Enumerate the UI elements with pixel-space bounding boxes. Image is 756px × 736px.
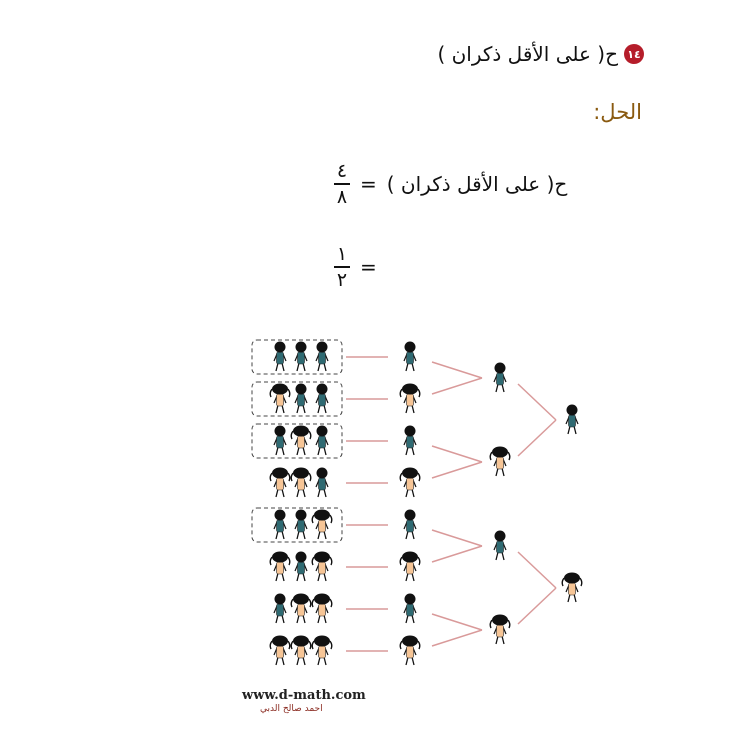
level1-girl-icon — [562, 573, 582, 603]
fraction-denominator: ٢ — [336, 269, 348, 291]
level3-girl-icon — [400, 468, 420, 498]
fraction-numerator: ٤ — [336, 160, 348, 182]
boy-icon — [274, 594, 286, 624]
girl-icon — [312, 594, 332, 624]
level3-boy-icon — [404, 510, 416, 540]
tree-branch — [432, 362, 482, 378]
equation-lhs: ح( على الأقل ذكران ) — [386, 172, 568, 196]
boy-icon — [274, 426, 286, 456]
level3-boy-icon — [404, 342, 416, 372]
girl-icon — [312, 552, 332, 582]
boy-icon — [295, 342, 307, 372]
tree-branch — [432, 446, 482, 462]
level3-girl-icon — [400, 384, 420, 414]
boy-icon — [274, 342, 286, 372]
level2-girl-icon — [490, 447, 510, 477]
level1-boy-icon — [566, 405, 578, 435]
equals-sign: = — [360, 172, 377, 196]
level3-boy-icon — [404, 594, 416, 624]
boy-icon — [295, 510, 307, 540]
boy-icon — [316, 468, 328, 498]
tree-branch — [432, 614, 482, 630]
boy-icon — [295, 552, 307, 582]
watermark-site: www.d-math.com — [242, 688, 366, 703]
girl-icon — [312, 636, 332, 666]
fraction-denominator: ٨ — [336, 186, 348, 208]
watermark-author: احمد صالح الدبي — [260, 704, 323, 714]
girl-icon — [270, 552, 290, 582]
boy-icon — [274, 510, 286, 540]
level3-girl-icon — [400, 636, 420, 666]
boy-icon — [295, 384, 307, 414]
tree-branch — [518, 420, 556, 456]
girl-icon — [270, 468, 290, 498]
tree-branch — [518, 384, 556, 420]
girl-icon — [270, 636, 290, 666]
level2-girl-icon — [490, 615, 510, 645]
tree-branch — [518, 588, 556, 624]
boy-icon — [316, 342, 328, 372]
level3-girl-icon — [400, 552, 420, 582]
girl-icon — [270, 384, 290, 414]
boy-icon — [316, 426, 328, 456]
tree-branch — [432, 378, 482, 394]
girl-icon — [291, 468, 311, 498]
level2-boy-icon — [494, 531, 506, 561]
level3-boy-icon — [404, 426, 416, 456]
tree-branch — [432, 630, 482, 646]
tree-branch — [432, 546, 482, 562]
question-text: ح( على الأقل ذكران ) — [437, 42, 618, 66]
level2-boy-icon — [494, 363, 506, 393]
girl-icon — [291, 426, 311, 456]
girl-icon — [291, 636, 311, 666]
equals-sign: = — [360, 255, 377, 279]
tree-branch — [432, 462, 482, 478]
question-number-badge: ١٤ — [624, 44, 644, 64]
fraction-numerator: ١ — [336, 243, 348, 265]
boy-icon — [316, 384, 328, 414]
tree-branch — [432, 530, 482, 546]
solution-label: الحل: — [593, 100, 642, 124]
girl-icon — [291, 594, 311, 624]
tree-branch — [518, 552, 556, 588]
girl-icon — [312, 510, 332, 540]
